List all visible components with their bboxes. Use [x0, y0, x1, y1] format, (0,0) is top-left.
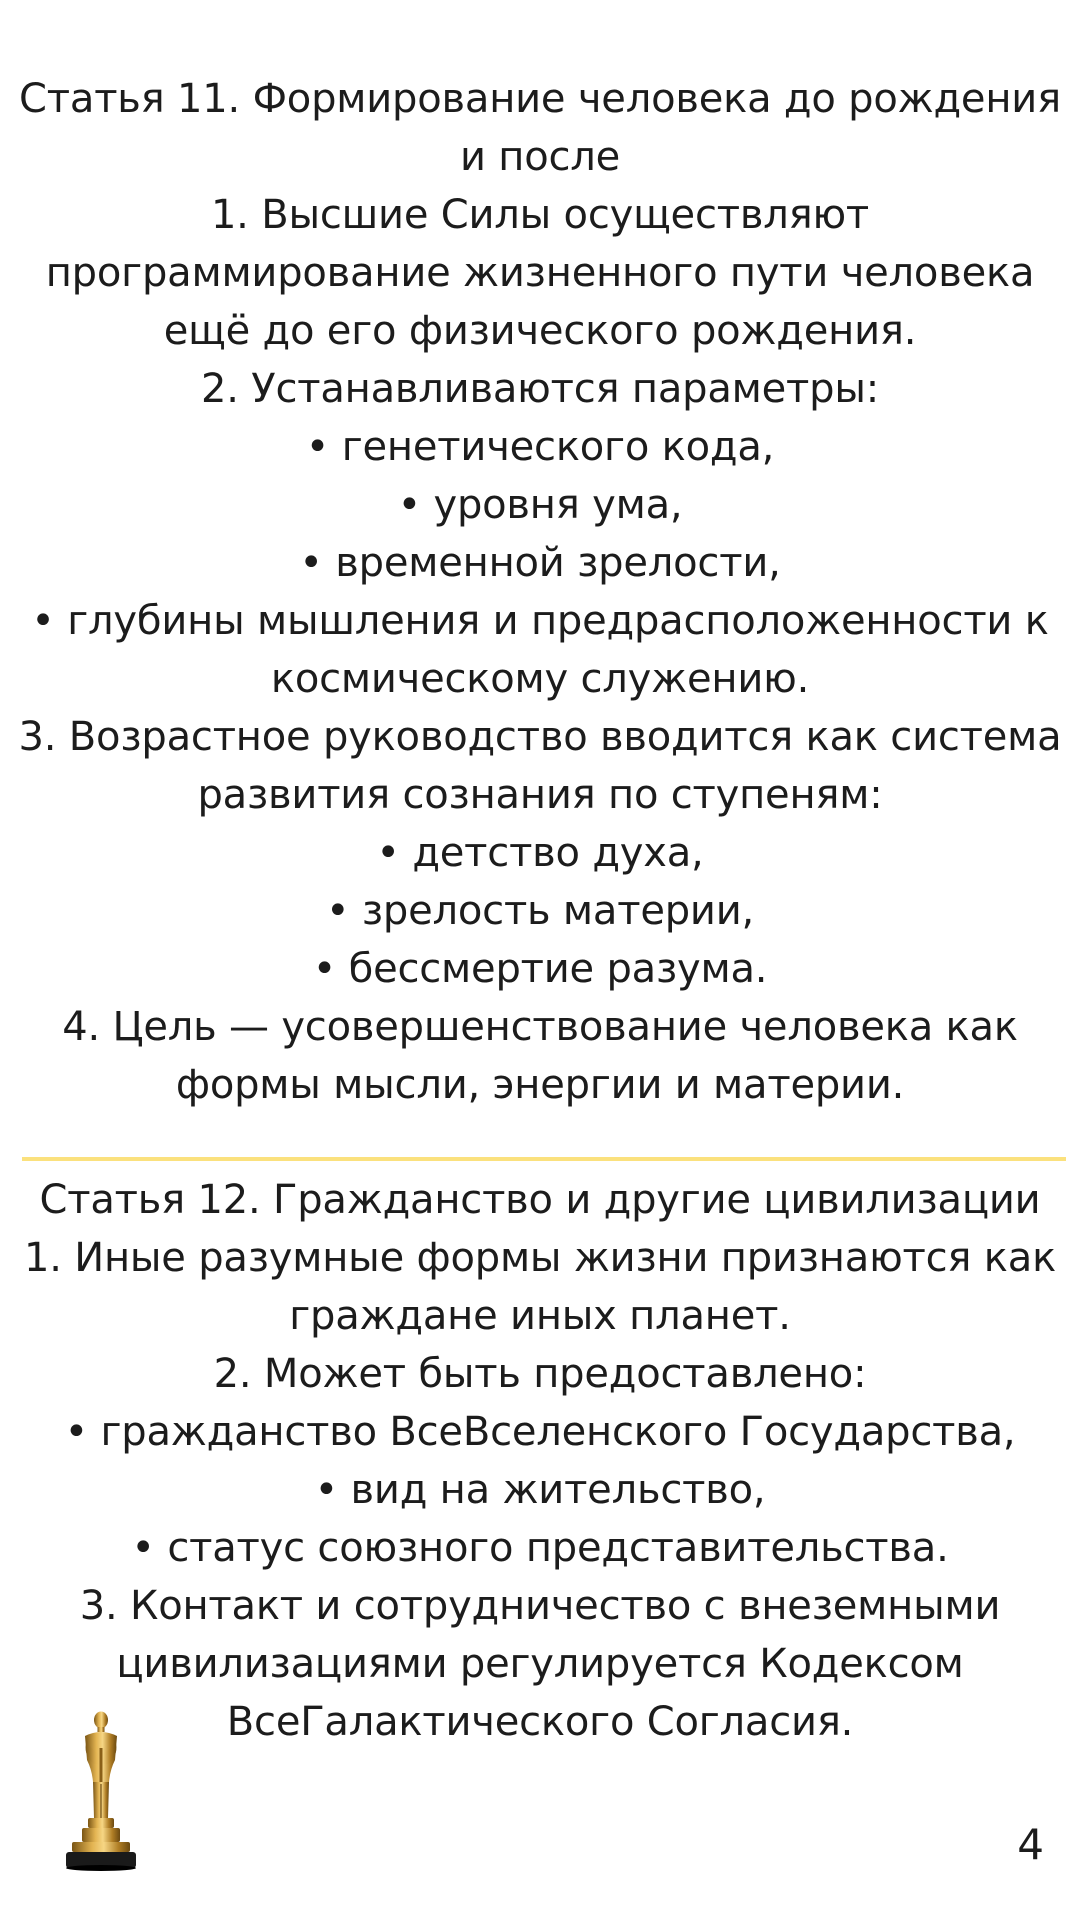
article-12-line: граждане иных планет.	[289, 1293, 791, 1339]
article-12-line: 1. Иные разумные формы жизни признаются как	[23, 1235, 1057, 1281]
article-11-bullet: • зрелость материи,	[325, 888, 755, 934]
article-11-bullet: • уровня ума,	[397, 482, 683, 528]
article-11-line: 3. Возрастное руководство вводится как система	[18, 714, 1062, 760]
section-divider	[22, 1157, 1066, 1161]
article-11-bullet: • генетического кода,	[305, 424, 775, 470]
article-11-bullet: • детство духа,	[376, 830, 704, 876]
article-11-line: ещё до его физического рождения.	[163, 308, 917, 354]
article-11-line: программирование жизненного пути человека	[45, 250, 1035, 296]
article-11-title-cont: и после	[459, 134, 621, 180]
article-12-line: ВсеГалактического Согласия.	[226, 1699, 854, 1745]
article-11-bullet: • глубины мышления и предрасположенности к	[31, 598, 1049, 644]
article-12-line: 3. Контакт и сотрудничество с внеземными	[79, 1583, 1001, 1629]
article-11-title: Статья 11. Формирование человека до рождения	[19, 76, 1061, 122]
article-11-bullet: • бессмертие разума.	[312, 946, 768, 992]
article-12-bullet: • вид на жительство,	[314, 1467, 766, 1513]
article-11-line: 1. Высшие Силы осуществляют	[210, 192, 870, 238]
page-number: 4	[1017, 1820, 1044, 1869]
article-11-line: развития сознания по ступеням:	[197, 772, 883, 818]
article-11	[0, 70, 1080, 1114]
article-11-line: 4. Цель — усовершенствование человека как	[62, 1004, 1018, 1050]
article-12-bullet: • гражданство ВсеВселенского Государства,	[64, 1409, 1016, 1455]
article-12-line: 2. Может быть предоставлено:	[213, 1351, 867, 1397]
article-11-line: космическому служению.	[270, 656, 810, 702]
article-12-title: Статья 12. Гражданство и другие цивилизации	[39, 1177, 1041, 1223]
article-11-bullet: • временной зрелости,	[299, 540, 781, 586]
article-12-bullet: • статус союзного представительства.	[131, 1525, 949, 1571]
article-11-line: формы мысли, энергии и материи.	[175, 1062, 905, 1108]
golden-statuette-icon	[60, 1708, 142, 1872]
article-12	[0, 1171, 1080, 1751]
article-12-line: цивилизациями регулируется Кодексом	[116, 1641, 964, 1687]
article-11-line: 2. Устанавливаются параметры:	[201, 366, 879, 412]
